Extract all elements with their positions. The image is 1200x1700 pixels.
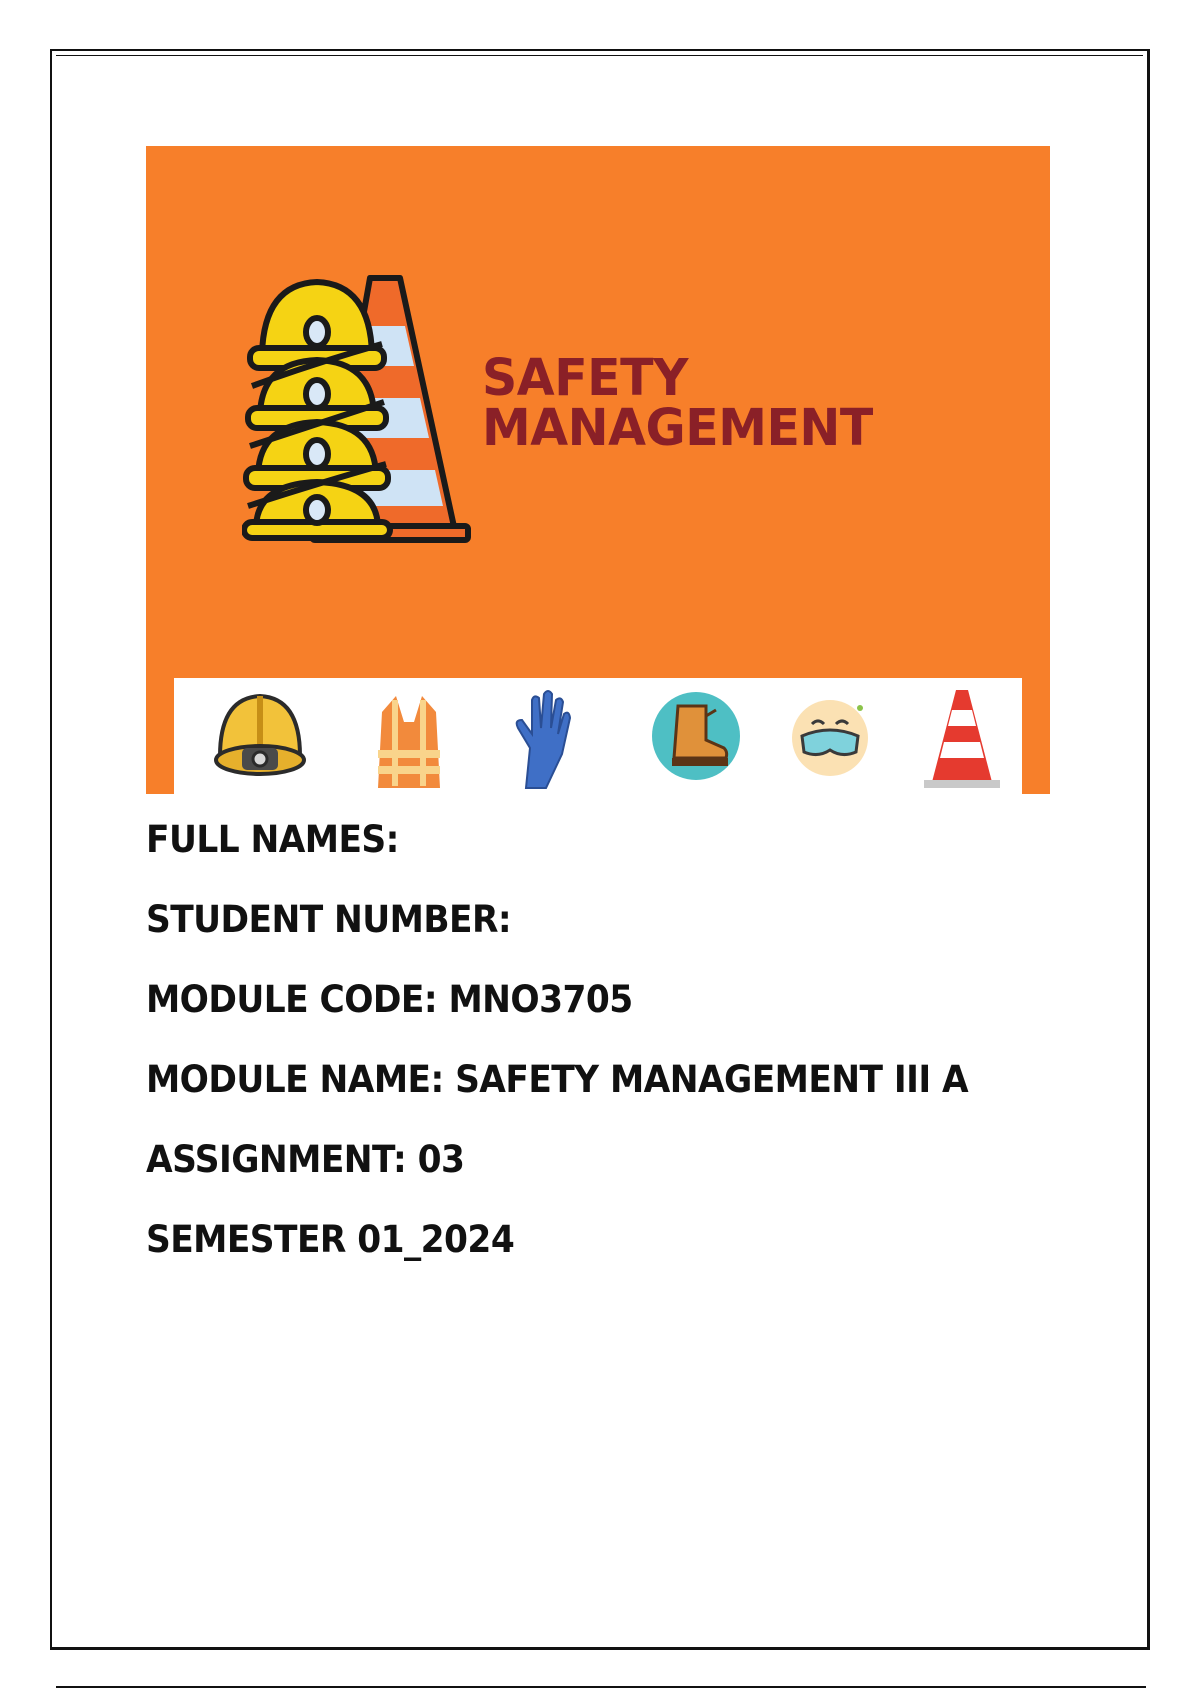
- banner-title: [482, 349, 873, 458]
- banner-title-line-2: MANAGEMENT: [482, 399, 873, 458]
- module-code-field: MODULE CODE: MNO3705: [146, 978, 633, 1021]
- semester-field: SEMESTER 01_2024: [146, 1218, 515, 1261]
- cover-details: [146, 800, 1030, 1280]
- safety-vest-icon: [374, 692, 444, 792]
- hard-hat-icon: [214, 690, 306, 790]
- cover-banner: [146, 146, 1050, 794]
- assignment-field: ASSIGNMENT: 03: [146, 1138, 465, 1181]
- ppe-icon-strip: [174, 678, 1022, 794]
- hard-hats-and-traffic-cone-icon: [242, 274, 472, 544]
- bottom-rule: [56, 1686, 1146, 1688]
- module-name-field: MODULE NAME: SAFETY MANAGEMENT III A: [146, 1058, 969, 1101]
- safety-goggles-icon: [790, 694, 870, 782]
- full-names-field: FULL NAMES:: [146, 818, 399, 861]
- safety-boot-icon: [650, 686, 742, 786]
- glove-icon: [512, 688, 572, 792]
- banner-title-line-1: SAFETY: [482, 349, 689, 408]
- traffic-cone-icon: [922, 686, 1002, 790]
- student-number-field: STUDENT NUMBER:: [146, 898, 512, 941]
